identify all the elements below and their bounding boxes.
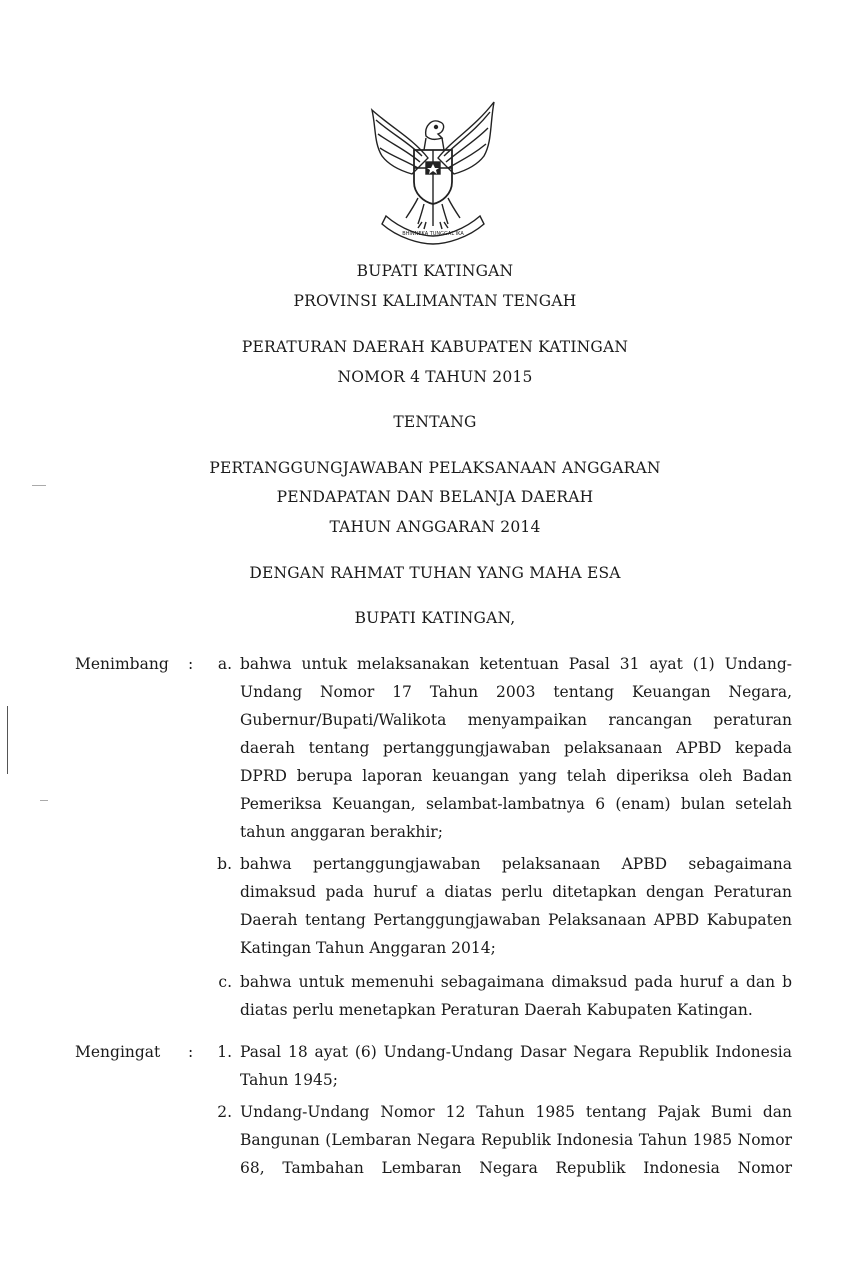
subject-line-1: PERTANGGUNGJAWABAN PELAKSANAAN ANGGARAN [209, 459, 661, 477]
garuda-emblem-icon [362, 98, 504, 246]
mengingat-label: Mengingat [75, 1043, 161, 1061]
regulation-number: NOMOR 4 TAHUN 2015 [337, 368, 533, 386]
mengingat-item-2-marker: 2. [217, 1103, 232, 1121]
svg-text:BHINNEKA TUNGGAL IKA: BHINNEKA TUNGGAL IKA [402, 231, 464, 237]
scan-artifact-line [7, 706, 8, 774]
mengingat-item-1: Pasal 18 ayat (6) Undang-Undang Dasar Negara Republik Indonesia Tahun 1945; [240, 1043, 792, 1089]
mengingat-colon: : [188, 1043, 194, 1061]
authority-line: BUPATI KATINGAN, [354, 609, 516, 627]
menimbang-item-b: bahwa pertanggungjawaban pelaksanaan APBD sebagaimana dimaksud pada huruf a diatas perlu ditetapkan dengan Peraturan Daerah tentang Pertanggungjawaban Pelaksanaan APBD Kabupaten Katingan Tahun Anggaran 2014; [240, 855, 792, 957]
menimbang-colon: : [188, 655, 194, 673]
menimbang-item-a: bahwa untuk melaksanakan ketentuan Pasal 31 ayat (1) Undang-Undang Nomor 17 Tahun 2003 tentang Keuangan Negara, Gubernur/Bupati/Walikota menyampaikan rancangan peraturan daerah tentang pertanggungjawaban pelaksanaan APBD kepada DPRD berupa laporan keuangan yang telah diperiksa oleh Badan Pemeriksa Keuangan, selambat-lambatnya 6 (enam) bulan setelah tahun anggaran berakhir; [240, 655, 792, 841]
regulation-title: PERATURAN DAERAH KABUPATEN KATINGAN [241, 338, 629, 356]
menimbang-label: Menimbang [75, 655, 169, 673]
tentang-heading: TENTANG [393, 413, 477, 431]
menimbang-item-c: bahwa untuk memenuhi sebagaimana dimaksud pada huruf a dan b diatas perlu menetapkan Peraturan Daerah Kabupaten Katingan. [240, 973, 792, 1019]
menimbang-item-a-marker: a. [217, 655, 232, 673]
scan-artifact-dot [40, 800, 48, 801]
mengingat-item-2: Undang-Undang Nomor 12 Tahun 1985 tentang Pajak Bumi dan Bangunan (Lembaran Negara Republik Indonesia Tahun 1985 Nomor 68, Tambahan Lembaran Negara Republik Indonesia Nomor [240, 1103, 792, 1177]
header-line-2: PROVINSI KALIMANTAN TENGAH [293, 292, 577, 310]
scan-artifact-dash [32, 485, 46, 486]
menimbang-item-b-marker: b. [217, 855, 232, 873]
mengingat-item-1-marker: 1. [217, 1043, 232, 1061]
subject-line-2: PENDAPATAN DAN BELANJA DAERAH [276, 488, 594, 506]
header-line-1: BUPATI KATINGAN [356, 262, 514, 280]
menimbang-item-c-marker: c. [218, 973, 232, 991]
subject-line-3: TAHUN ANGGARAN 2014 [329, 518, 541, 536]
invocation: DENGAN RAHMAT TUHAN YANG MAHA ESA [249, 564, 621, 582]
